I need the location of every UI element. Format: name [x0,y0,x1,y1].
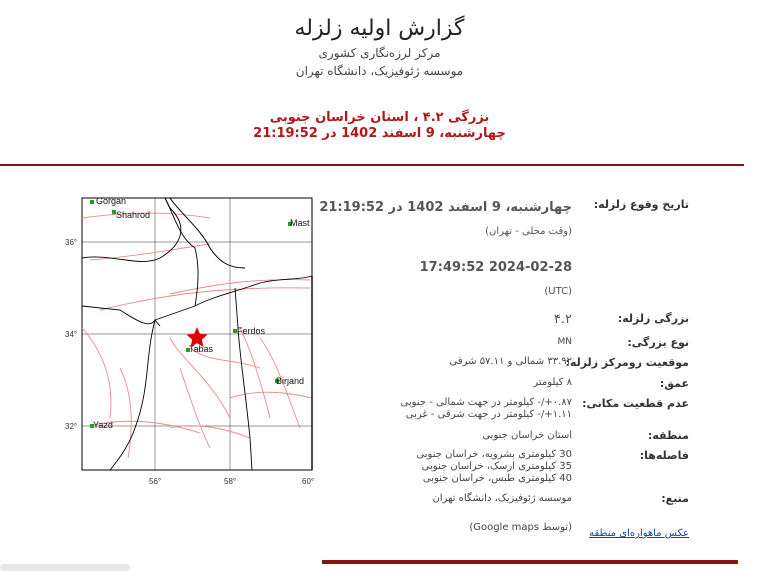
uncertainty-label: عدم قطعیت مکانی: [582,397,689,410]
lat-tick-34: 34° [65,330,78,339]
magnitude-value: ۴.۲ [553,312,572,327]
datetime-headline: چهارشنبه، 9 اسفند 1402 در 21:19:52 [253,126,506,141]
local-time-note: (وقت محلی - تهران) [485,226,572,237]
distance-item: 40 کیلومتری طبس، خراسان جنوبی [422,473,572,484]
magnitude-label: بزرگی زلزله: [617,312,689,325]
source-value: موسسه ژئوفیزیک، دانشگاه تهران [432,493,572,504]
region-value: استان خراسان جنوبی [482,430,572,441]
city-label-yazd: Yazd [93,420,113,430]
magtype-value: MN [557,337,572,347]
lat-tick-32: 32° [65,422,78,431]
city-label-mashhad: Mast [290,218,310,228]
city-marker [90,200,94,204]
magtype-label: نوع بزرگی: [627,336,689,349]
satellite-image-link[interactable]: عکس ماهواره‌ای منطقه [589,528,689,539]
bottom-divider [322,560,738,564]
google-maps-note: (توسط Google maps) [469,522,572,533]
lon-tick-60: 60° [302,477,315,486]
center-name: مرکز لرزه‌نگاری کشوری [318,46,441,60]
region-label: منطقه: [647,429,689,442]
local-time: چهارشنبه، 9 اسفند 1402 در 21:19:52 [319,200,572,215]
city-label-ferdos: Ferdos [237,326,266,336]
lon-tick-58: 58° [224,477,237,486]
epicenter-map [60,188,320,488]
utc-note: (UTC) [544,286,572,297]
top-divider [0,164,744,166]
location-label: موقعیت رومرکز زلزله: [565,356,689,369]
time-label: تاریخ وقوع زلزله: [593,198,689,211]
city-label-shahrod: Shahrod [116,210,151,220]
city-label-gorgan: Gorgan [96,196,127,206]
location-value: ۳۳.۹۲ شمالی و ۵۷.۱۱ شرقی [449,356,572,367]
city-label-tabas: Tabas [189,344,214,354]
page-title: گزارش اولیه زلزله [294,16,465,41]
institute-name: موسسه ژئوفیزیک، دانشگاه تهران [295,64,464,78]
uncertainty-ew: ۱.۱۱+/- کیلومتر در جهت شرقی - غربی [405,409,572,420]
magnitude-headline: بزرگی ۴.۲ ، استان خراسان جنوبی [269,110,490,125]
distance-item: 35 کیلومتری ارسک، خراسان جنوبی [421,461,572,472]
distances-label: فاصله‌ها: [639,449,689,462]
horizontal-scrollbar[interactable] [0,564,130,571]
depth-label: عمق: [659,377,689,390]
utc-time: 2024-02-28 17:49:52 [419,260,572,275]
uncertainty-ns: ۰.۸۷+/- کیلومتر در جهت شمالی - جنوبی [400,397,572,408]
lon-tick-56: 56° [149,477,162,486]
lat-tick-36: 36° [65,238,78,247]
source-label: منبع: [661,492,689,505]
city-label-birjand: Birjand [276,376,305,386]
distance-item: 30 کیلومتری بشرویه، خراسان جنوبی [416,449,572,460]
depth-value: ۸ کیلومتر [533,377,572,388]
